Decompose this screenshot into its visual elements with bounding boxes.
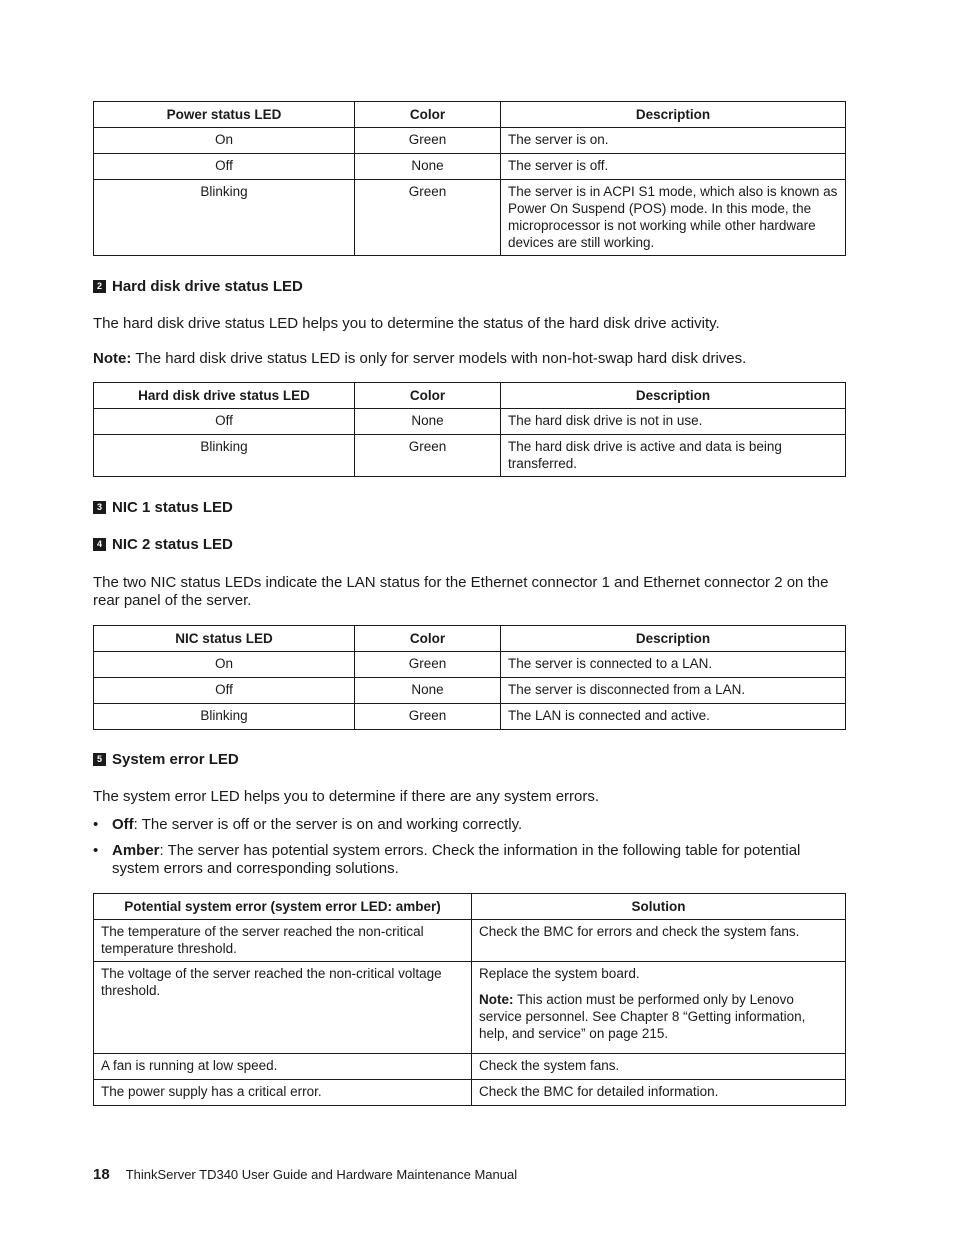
- table-cell: Off: [94, 409, 355, 435]
- table-cell: On: [94, 128, 355, 154]
- table-cell: A fan is running at low speed.: [94, 1054, 472, 1080]
- note-label: Note:: [93, 350, 132, 367]
- column-header: Hard disk drive status LED: [94, 383, 355, 409]
- table-row: [94, 704, 846, 730]
- table-cell: Green: [355, 435, 501, 477]
- nic1-section-heading: [93, 499, 233, 516]
- table-row: [94, 652, 846, 678]
- solution-note: [479, 991, 838, 1042]
- table-row: [94, 962, 846, 1054]
- footer-title: ThinkServer TD340 User Guide and Hardware Maintenance Manual: [125, 1167, 518, 1182]
- power-status-table: [93, 101, 846, 256]
- system-error-section-heading: [93, 751, 239, 768]
- bullet-item-amber: [93, 842, 853, 878]
- column-header: Color: [355, 626, 501, 652]
- table-row: [94, 180, 846, 256]
- table-cell: The server is in ACPI S1 mode, which also is known as Power On Suspend (POS) mode. In this mode, the microprocessor is not working while other hardware devices are still working.: [501, 180, 846, 256]
- table-cell: The temperature of the server reached the non-critical temperature threshold.: [94, 920, 472, 962]
- column-header: NIC status LED: [94, 626, 355, 652]
- table-cell: None: [355, 154, 501, 180]
- bullet-text: Off: The server is off or the server is on and working correctly.: [112, 816, 523, 833]
- callout-badge: 2: [93, 280, 106, 293]
- table-cell: Green: [355, 180, 501, 256]
- bullet-dot: •: [93, 842, 99, 859]
- column-header: Color: [355, 102, 501, 128]
- table-cell: Check the BMC for errors and check the system fans.: [472, 920, 846, 962]
- table-cell: The server is disconnected from a LAN.: [501, 678, 846, 704]
- table-row: [94, 920, 846, 962]
- callout-badge: 5: [93, 753, 106, 766]
- page-footer: [93, 1166, 517, 1183]
- table-cell: The server is on.: [501, 128, 846, 154]
- column-header: Description: [501, 383, 846, 409]
- column-header: Power status LED: [94, 102, 355, 128]
- section-title: NIC 1 status LED: [112, 499, 233, 516]
- table-cell: Green: [355, 652, 501, 678]
- note-text: The hard disk drive status LED is only for server models with non-hot-swap hard disk drives.: [131, 350, 747, 367]
- table-cell: The power supply has a critical error.: [94, 1080, 472, 1106]
- table-cell: The server is off.: [501, 154, 846, 180]
- solution-text: Replace the system board.: [479, 966, 640, 981]
- table-cell: Green: [355, 704, 501, 730]
- table-cell: [472, 962, 846, 1054]
- note-text: This action must be performed only by Lenovo service personnel. See Chapter 8 “Getting information, help, and service” on page 215.: [479, 992, 806, 1041]
- nic2-section-heading: [93, 536, 233, 553]
- table-cell: Check the system fans.: [472, 1054, 846, 1080]
- bullet-dot: •: [93, 816, 99, 833]
- callout-badge: 4: [93, 538, 106, 551]
- table-cell: The hard disk drive is not in use.: [501, 409, 846, 435]
- section-title: NIC 2 status LED: [112, 536, 233, 553]
- column-header: Potential system error (system error LED: amber): [94, 894, 472, 920]
- table-row: [94, 409, 846, 435]
- bullet-item-off: [93, 816, 853, 834]
- section-title: System error LED: [112, 751, 239, 768]
- hdd-note-paragraph: [93, 350, 853, 368]
- table-row: [94, 154, 846, 180]
- table-row: [94, 128, 846, 154]
- column-header: Color: [355, 383, 501, 409]
- table-row: [94, 435, 846, 477]
- table-cell: None: [355, 409, 501, 435]
- table-cell: Off: [94, 678, 355, 704]
- table-row: [94, 1080, 846, 1106]
- table-cell: On: [94, 652, 355, 678]
- table-row: [94, 1054, 846, 1080]
- note-label: Note:: [479, 992, 514, 1007]
- hdd-section-heading: [93, 278, 303, 295]
- table-row: [94, 678, 846, 704]
- table-cell: The LAN is connected and active.: [501, 704, 846, 730]
- column-header: Description: [501, 102, 846, 128]
- table-cell: Blinking: [94, 180, 355, 256]
- table-cell: The voltage of the server reached the non-critical voltage threshold.: [94, 962, 472, 1054]
- nic-intro-paragraph: The two NIC status LEDs indicate the LAN status for the Ethernet connector 1 and Ethernet connector 2 on the rear panel of the server.: [93, 574, 829, 609]
- hdd-intro-paragraph: The hard disk drive status LED helps you to determine the status of the hard disk drive activity.: [93, 315, 720, 332]
- table-cell: Blinking: [94, 435, 355, 477]
- system-error-table: [93, 893, 846, 1106]
- table-cell: Blinking: [94, 704, 355, 730]
- table-cell: Check the BMC for detailed information.: [472, 1080, 846, 1106]
- table-cell: The hard disk drive is active and data is being transferred.: [501, 435, 846, 477]
- table-cell: Off: [94, 154, 355, 180]
- column-header: Description: [501, 626, 846, 652]
- table-cell: Green: [355, 128, 501, 154]
- column-header: Solution: [472, 894, 846, 920]
- nic-status-table: [93, 625, 846, 730]
- table-cell: None: [355, 678, 501, 704]
- callout-badge: 3: [93, 501, 106, 514]
- hdd-status-table: [93, 382, 846, 477]
- section-title: Hard disk drive status LED: [112, 278, 303, 295]
- bullet-text: Amber: The server has potential system errors. Check the information in the following table for potential system errors and corresponding solutions.: [112, 842, 801, 877]
- table-cell: The server is connected to a LAN.: [501, 652, 846, 678]
- system-error-intro-paragraph: The system error LED helps you to determine if there are any system errors.: [93, 788, 600, 805]
- page-number: 18: [93, 1166, 110, 1183]
